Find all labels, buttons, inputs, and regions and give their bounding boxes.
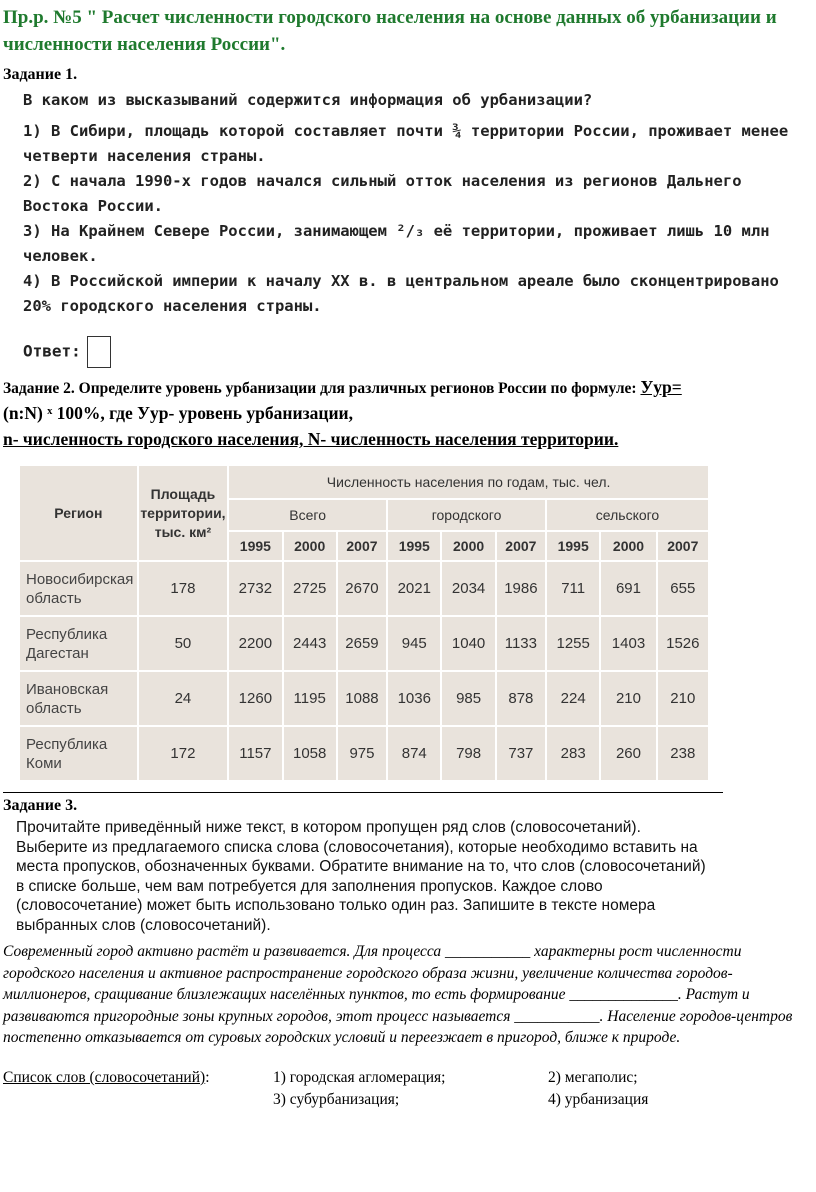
answer-label: Ответ: xyxy=(23,341,81,361)
cell: 1133 xyxy=(496,616,546,671)
cell: 1040 xyxy=(441,616,495,671)
cell: 1260 xyxy=(228,671,282,726)
cell: 260 xyxy=(600,726,656,781)
year-header: 1995 xyxy=(546,531,600,561)
task2-label: Задание 2. xyxy=(3,380,75,397)
cell: 1088 xyxy=(337,671,387,726)
task3-text: Современный город активно растёт и развивается. Для процесса ___________ характерны рост численности городского населения и активное распространение городского образа жизни, увеличение количества городов-миллионеров, сращивание близлежащих населённых пунктов, то есть формирование ______________. Растут и развиваются пригородные зоны крупных городов, этот процесс называется ___________. Население городов-центров постепенно отказывается от суровых городских условий и переезжает в пригород, ближе к природе. xyxy=(3,943,793,1046)
cell: 1403 xyxy=(600,616,656,671)
page-title: Пр.р. №5 " Расчет численности городского населения на основе данных об урбанизации и численности населения России". xyxy=(3,7,777,55)
cell: 874 xyxy=(387,726,441,781)
row-region: Республика Дагестан xyxy=(19,616,138,671)
group-total: Всего xyxy=(228,499,387,531)
word-item: 2) мегаполис; xyxy=(548,1069,638,1086)
cell: 1036 xyxy=(387,671,441,726)
header-area: Площадь территории, тыс. км² xyxy=(138,465,229,561)
cell: 1195 xyxy=(283,671,337,726)
task3-instructions: Прочитайте приведённый ниже текст, в котором пропущен ряд слов (словосочетаний). Выберите из предлагаемого списка слова (словосочетания), которые необходимо вставить на места пропусков, обозначенных буквами. Обратите внимание на то, что слов (словосочетаний) в списке больше, чем вам потребуется для заполнения пропусков. Каждое слово (словосочетание) может быть использовано только один раз. Запишите в тексте номера выбранных слов (словосочетаний). xyxy=(16,819,706,934)
cell: 2725 xyxy=(283,561,337,616)
cell: 2200 xyxy=(228,616,282,671)
task1-block xyxy=(23,88,803,319)
task1-option-2: 2) С начала 1990-х годов начался сильный отток населения из регионов Дальнего Востока России. xyxy=(23,172,742,215)
population-table xyxy=(18,464,710,782)
divider xyxy=(3,792,723,793)
word-list-colon: : xyxy=(205,1069,210,1086)
year-header: 1995 xyxy=(228,531,282,561)
formula-rhs: (n:N) ˣ 100%, где Уур- уровень урбанизации, xyxy=(3,403,353,423)
cell: 2670 xyxy=(337,561,387,616)
task1-label: Задание 1. xyxy=(3,66,78,83)
cell: 878 xyxy=(496,671,546,726)
cell: 655 xyxy=(657,561,709,616)
cell: 2443 xyxy=(283,616,337,671)
row-region: Республика Коми xyxy=(19,726,138,781)
row-area: 24 xyxy=(138,671,229,726)
header-region: Регион xyxy=(19,465,138,561)
formula-legend: n- численность городского населения, N- численность населения территории. xyxy=(3,429,619,449)
table-row xyxy=(19,726,709,781)
year-header: 2007 xyxy=(337,531,387,561)
cell: 210 xyxy=(600,671,656,726)
group-urban: городского xyxy=(387,499,546,531)
cell: 691 xyxy=(600,561,656,616)
year-header: 2007 xyxy=(496,531,546,561)
header-population: Численность населения по годам, тыс. чел. xyxy=(228,465,709,499)
word-item: 4) урбанизация xyxy=(548,1091,649,1108)
cell: 224 xyxy=(546,671,600,726)
formula-lhs: Уур= xyxy=(640,377,682,397)
table-row xyxy=(19,561,709,616)
answer-box[interactable] xyxy=(87,336,111,368)
task2-text: Определите уровень урбанизации для различных регионов России по формуле: xyxy=(78,380,637,397)
word-item: 1) городская агломерация; xyxy=(273,1069,446,1086)
cell: 2021 xyxy=(387,561,441,616)
answer-row xyxy=(23,336,111,368)
task2-block xyxy=(3,375,813,453)
task3-label: Задание 3. xyxy=(3,797,78,814)
cell: 1058 xyxy=(283,726,337,781)
task1-option-4: 4) В Российской империи к началу XX в. в центральном ареале было сконцентрировано 20% городского населения страны. xyxy=(23,272,779,315)
cell: 210 xyxy=(657,671,709,726)
row-area: 50 xyxy=(138,616,229,671)
cell: 737 xyxy=(496,726,546,781)
cell: 975 xyxy=(337,726,387,781)
cell: 283 xyxy=(546,726,600,781)
year-header: 2007 xyxy=(657,531,709,561)
table-row xyxy=(19,671,709,726)
task1-option-3: 3) На Крайнем Севере России, занимающем ²/₃ её территории, проживает лишь 10 млн человек. xyxy=(23,222,770,265)
cell: 1526 xyxy=(657,616,709,671)
year-header: 2000 xyxy=(600,531,656,561)
task1-question: В каком из высказываний содержится информация об урбанизации? xyxy=(23,91,593,109)
word-list-label: Список слов (словосочетаний) xyxy=(3,1069,206,1086)
cell: 1255 xyxy=(546,616,600,671)
word-item: 3) субурбанизация; xyxy=(273,1091,400,1108)
row-area: 172 xyxy=(138,726,229,781)
cell: 2034 xyxy=(441,561,495,616)
year-header: 2000 xyxy=(441,531,495,561)
cell: 238 xyxy=(657,726,709,781)
cell: 2732 xyxy=(228,561,282,616)
row-region: Новосибирская область xyxy=(19,561,138,616)
task1-option-1: 1) В Сибири, площадь которой составляет почти ¾ территории России, проживает менее четверти населения страны. xyxy=(23,122,789,165)
row-area: 178 xyxy=(138,561,229,616)
cell: 2659 xyxy=(337,616,387,671)
cell: 1986 xyxy=(496,561,546,616)
year-header: 2000 xyxy=(283,531,337,561)
row-region: Ивановская область xyxy=(19,671,138,726)
cell: 798 xyxy=(441,726,495,781)
cell: 985 xyxy=(441,671,495,726)
year-header: 1995 xyxy=(387,531,441,561)
table-row xyxy=(19,616,709,671)
cell: 945 xyxy=(387,616,441,671)
cell: 1157 xyxy=(228,726,282,781)
cell: 711 xyxy=(546,561,600,616)
group-rural: сельского xyxy=(546,499,709,531)
word-list-label-wrap xyxy=(3,1067,210,1089)
